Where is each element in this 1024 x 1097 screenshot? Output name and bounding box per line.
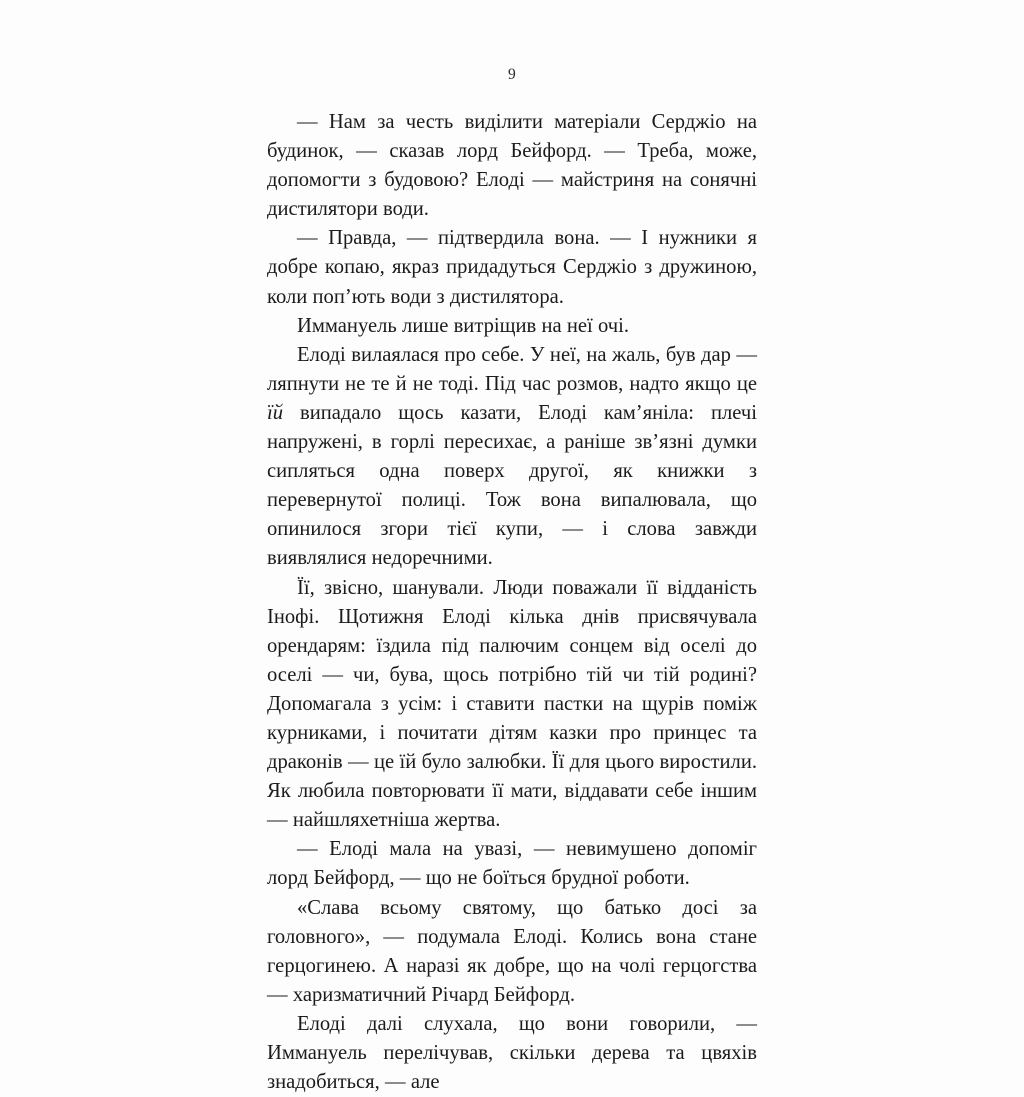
paragraph-8: Елоді далі слухала, що вони говорили, — Иммануель перелічував, скільки дерева та цвяхів знадобиться, — але <box>267 1012 757 1094</box>
paragraph-4-lead: Елоді вилаялася про себе. У неї, на жаль, був дар — ляпнути не те й не тоді. Під час розмов, надто якщо це <box>267 343 757 395</box>
page-number: 9 <box>508 66 516 83</box>
paragraph-2: — Правда, — підтвердила вона. — І нужники я добре копаю, якраз придадуться Серджіо з дружиною, коли поп’ють води з дистилятора. <box>267 227 757 308</box>
paragraph-5: Її, звісно, шанували. Люди поважали її відданість Інофі. Щотижня Елоді кілька днів присвячувала орендарям: їздила під палючим сонцем від оселі до оселі — чи, бува, щось потрібно тій чи тій родині? Допомагала з усім: і ставити пастки на щурів поміж курниками, і почитати дітям казки про принцес та драконів — це їй було залюбки. Її для цього виростили. Як любила повторювати її мати, віддавати себе іншим — найшляхетніша жертва. <box>267 576 757 832</box>
paragraph-6: — Елоді мала на увазі, — невимушено допоміг лорд Бейфорд, — що не боїться брудної роботи. <box>267 838 757 890</box>
paragraph-7: «Слава всьому святому, що батько досі за головного», — подумала Елоді. Колись вона стане герцогинею. А наразі як добре, що на чолі герцогства — харизматичний Річард Бейфорд. <box>267 896 757 1006</box>
paragraph-4 <box>267 341 757 574</box>
paragraph-1: — Нам за честь виділити матеріали Серджіо на будинок, — сказав лорд Бейфорд. — Треба, може, допомогти з будовою? Елоді — майстриня на сонячні дистилятори води. <box>267 111 757 221</box>
paragraph-3: Иммануель лише витріщив на неї очі. <box>297 314 629 337</box>
paragraph-4-tail: випадало щось казати, Елоді кам’яніла: плечі напружені, в горлі пересихає, а раніше зв’язні думки сипляться одна поверх другої, як книжки з перевернутої полиці. Тож вона випалювала, що опинилося згори тієї купи, — і слова завжди виявлялися недоречними. <box>267 401 757 570</box>
paragraph-4-emphasis: їй <box>267 401 284 424</box>
body-text-block <box>267 108 757 1097</box>
